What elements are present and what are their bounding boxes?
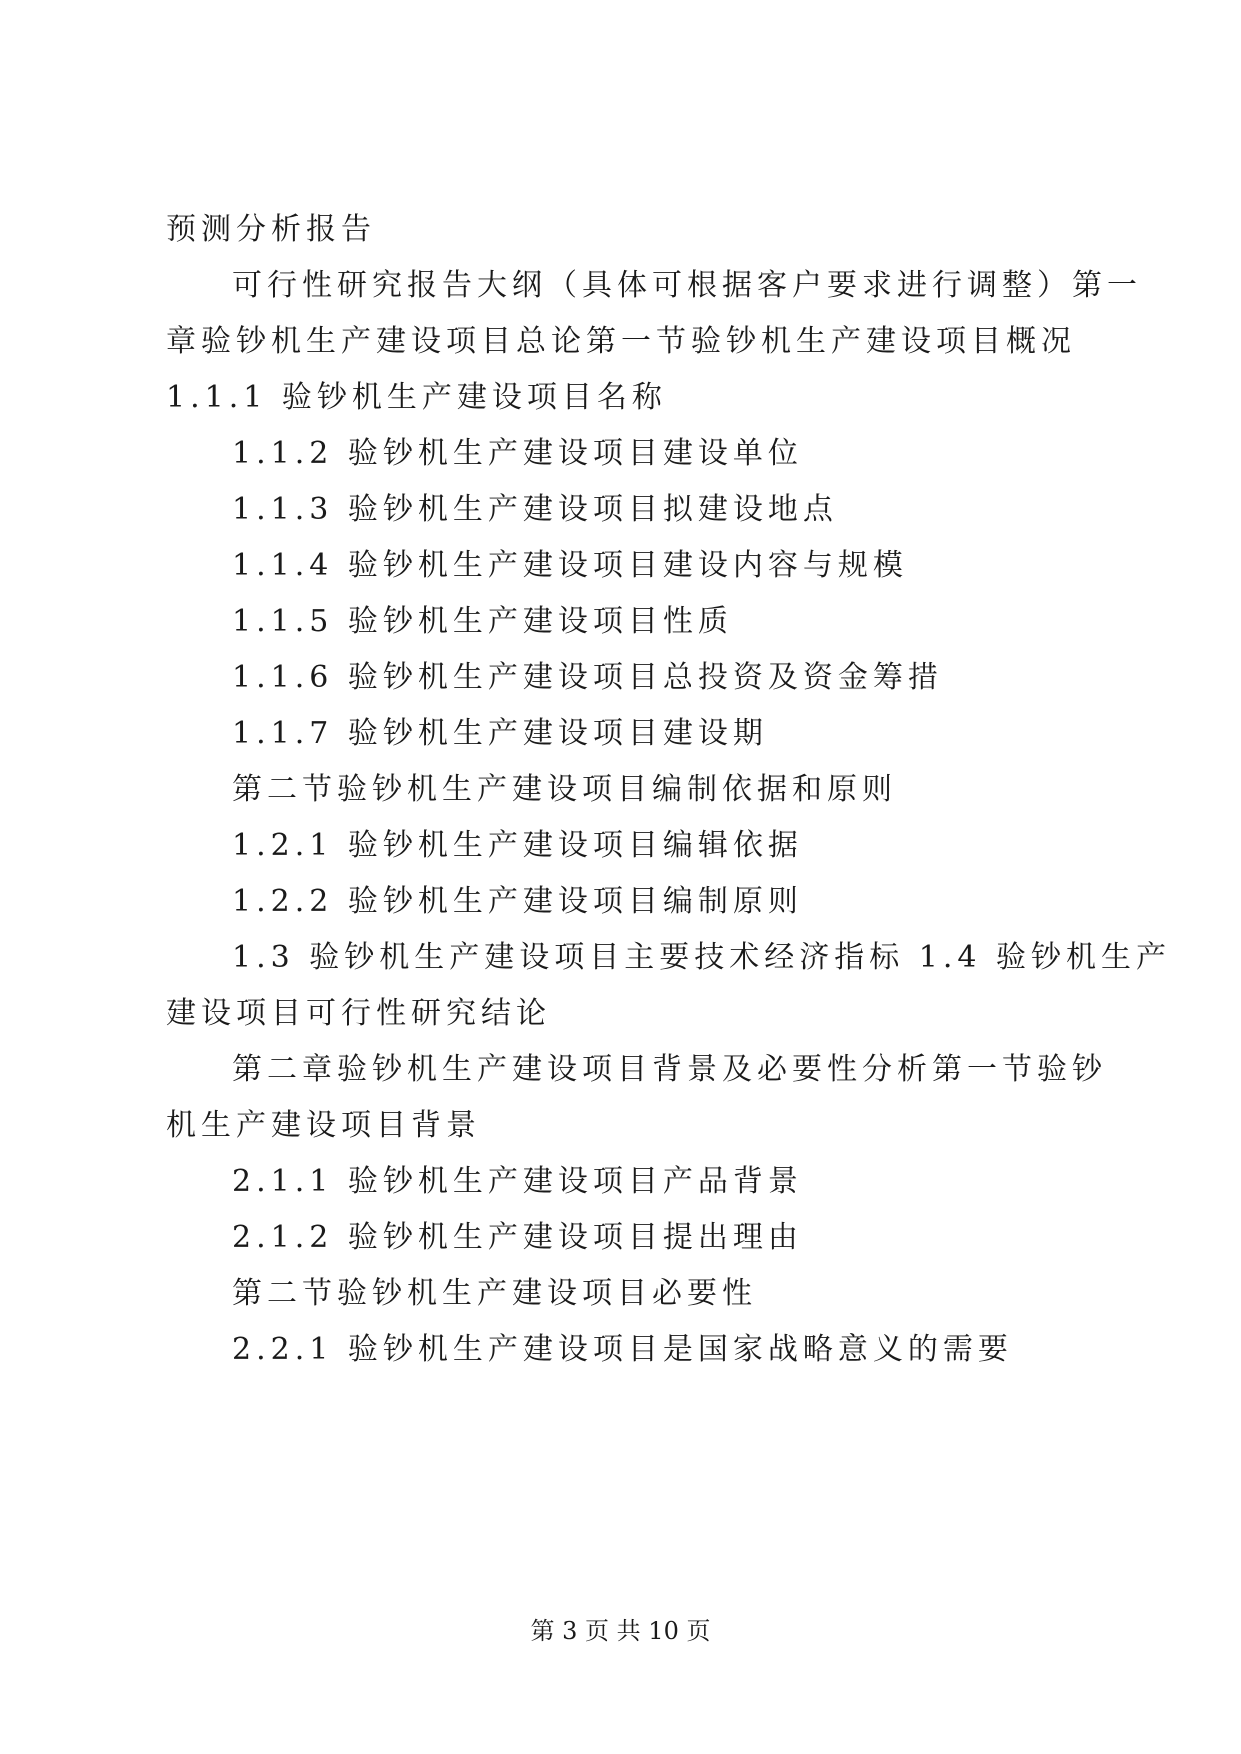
page-number-footer: 第 3 页 共 10 页 [530, 1617, 711, 1645]
text-line-18: 2.1.1 验钞机生产建设项目产品背景 [232, 1164, 803, 1199]
text-line-16: 第二章验钞机生产建设项目背景及必要性分析第一节验钞 [232, 1052, 1107, 1087]
text-line-14: 1.3 验钞机生产建设项目主要技术经济指标 1.4 验钞机生产 [232, 940, 1172, 975]
text-line-15: 建设项目可行性研究结论 [166, 996, 551, 1031]
text-line-6: 1.1.3 验钞机生产建设项目拟建设地点 [232, 492, 838, 527]
text-line-4: 1.1.1 验钞机生产建设项目名称 [166, 380, 667, 415]
text-line-2: 可行性研究报告大纲（具体可根据客户要求进行调整）第一 [232, 268, 1142, 303]
text-line-1: 预测分析报告 [166, 212, 376, 247]
text-line-21: 2.2.1 验钞机生产建设项目是国家战略意义的需要 [232, 1332, 1013, 1367]
text-line-20: 第二节验钞机生产建设项目必要性 [232, 1276, 757, 1311]
text-line-13: 1.2.2 验钞机生产建设项目编制原则 [232, 884, 803, 919]
text-line-3: 章验钞机生产建设项目总论第一节验钞机生产建设项目概况 [166, 324, 1076, 359]
text-line-10: 1.1.7 验钞机生产建设项目建设期 [232, 716, 768, 751]
text-line-8: 1.1.5 验钞机生产建设项目性质 [232, 604, 733, 639]
text-line-5: 1.1.2 验钞机生产建设项目建设单位 [232, 436, 803, 471]
text-line-12: 1.2.1 验钞机生产建设项目编辑依据 [232, 828, 803, 863]
text-line-11: 第二节验钞机生产建设项目编制依据和原则 [232, 772, 897, 807]
text-line-7: 1.1.4 验钞机生产建设项目建设内容与规模 [232, 548, 908, 583]
text-line-17: 机生产建设项目背景 [166, 1108, 481, 1143]
text-line-19: 2.1.2 验钞机生产建设项目提出理由 [232, 1220, 803, 1255]
text-line-9: 1.1.6 验钞机生产建设项目总投资及资金筹措 [232, 660, 943, 695]
